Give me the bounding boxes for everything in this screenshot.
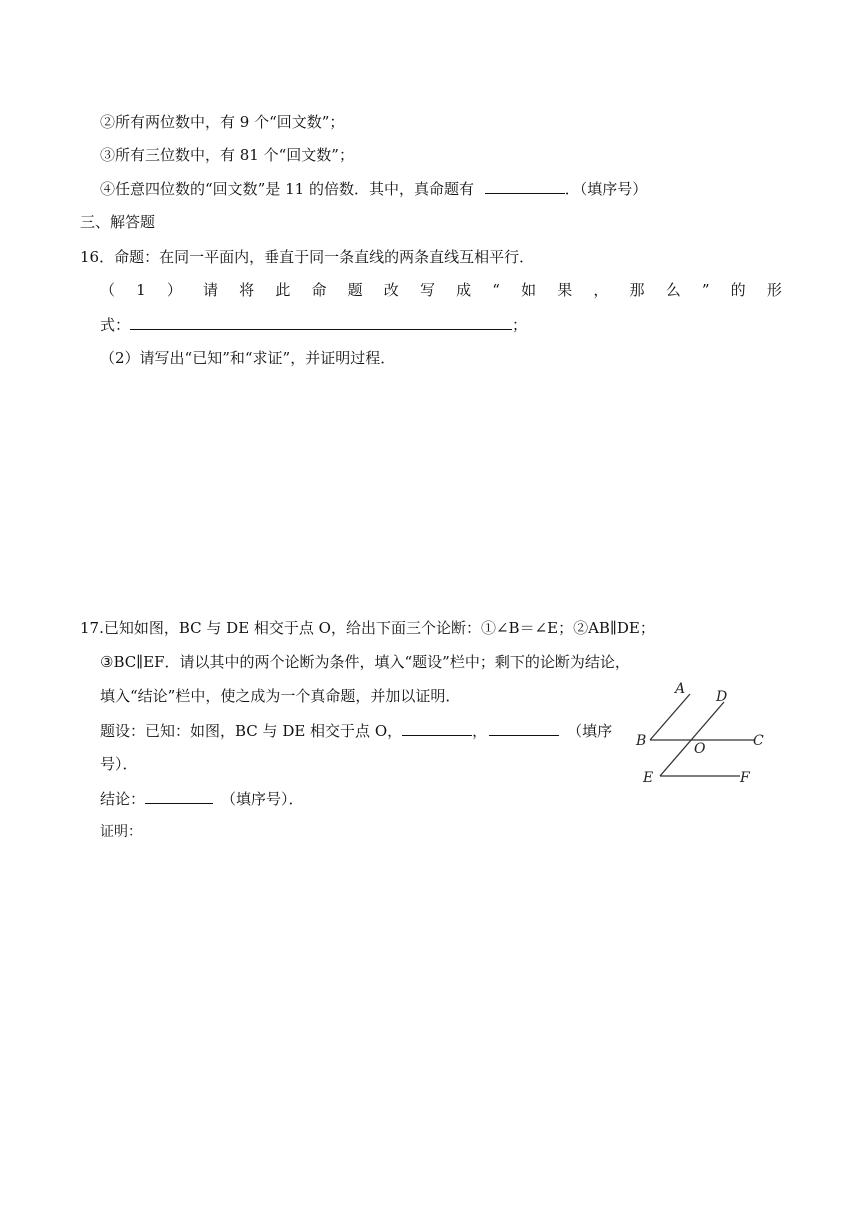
q17-premise-text: 题设：已知：如图，BC 与 DE 相交于点 O， bbox=[100, 722, 403, 740]
q15-item-3: ③所有三位数中，有 81 个“回文数”； bbox=[100, 146, 354, 164]
label-d: D bbox=[716, 689, 728, 705]
q17-premise-blank-2[interactable] bbox=[489, 720, 559, 736]
q16-part1-cont-label: 式： bbox=[100, 316, 131, 334]
q16-part1-char: 么 bbox=[665, 281, 681, 299]
q17-premise-blank-1[interactable] bbox=[402, 720, 472, 736]
label-f: F bbox=[740, 770, 750, 786]
q17-stem-line3: 填入“结论”栏中，使之成为一个真命题，并加以证明． bbox=[100, 687, 461, 705]
q16-stem: 16．命题：在同一平面内，垂直于同一条直线的两条直线互相平行． bbox=[80, 248, 535, 266]
q16-part1-char: ） bbox=[166, 281, 182, 299]
q16-part1-char: ， bbox=[593, 281, 609, 299]
q17-premise bbox=[100, 720, 612, 741]
q15-answer-blank[interactable] bbox=[485, 178, 565, 194]
q15-item-4-tail: ．（填序号） bbox=[564, 180, 648, 198]
q17-conclusion-tail: （填序号）． bbox=[221, 790, 304, 808]
geometry-figure bbox=[630, 678, 780, 790]
q16-part1-line bbox=[100, 280, 782, 300]
q16-part1-char: 将 bbox=[239, 281, 255, 299]
q16-part1-cont bbox=[100, 314, 527, 335]
section-heading: 三、解答题 bbox=[80, 213, 156, 231]
q16-part1-char: 形 bbox=[766, 281, 782, 299]
q16-part1-char: 那 bbox=[629, 281, 645, 299]
q16-part1-char: 的 bbox=[730, 281, 746, 299]
q16-part1-char: 命 bbox=[311, 281, 327, 299]
q16-part1-char: 此 bbox=[275, 281, 291, 299]
q16-part1-char: 题 bbox=[347, 281, 363, 299]
label-b: B bbox=[636, 733, 647, 749]
q16-part1-char: 请 bbox=[203, 281, 219, 299]
q16-part1-char: 果 bbox=[557, 281, 573, 299]
line-de bbox=[660, 702, 724, 776]
q16-part1-char: （ bbox=[100, 281, 116, 299]
q16-part1-char: 1 bbox=[136, 281, 146, 299]
q16-part1-char: “ bbox=[492, 281, 500, 299]
label-a: A bbox=[675, 681, 686, 697]
q17-stem-line2: ③BC∥EF．请以其中的两个论断为条件，填入“题设”栏中；剩下的论断为结论， bbox=[100, 653, 630, 671]
q16-part1-char: 如 bbox=[521, 281, 537, 299]
q15-item-4-text: ④任意四位数的“回文数”是 11 的倍数．其中，真命题有 bbox=[100, 180, 474, 198]
q16-part1-blank[interactable] bbox=[130, 314, 512, 330]
q16-part1-char: 写 bbox=[419, 281, 435, 299]
q16-part1-char: 改 bbox=[383, 281, 399, 299]
q17-conclusion-label: 结论： bbox=[100, 790, 146, 808]
q17-premise-tail-2: 号）． bbox=[100, 755, 138, 773]
q16-part1-char: 成 bbox=[456, 281, 472, 299]
q17-premise-tail: （填序 bbox=[567, 722, 613, 740]
label-e: E bbox=[643, 770, 654, 786]
line-ab bbox=[650, 694, 690, 740]
label-c: C bbox=[753, 733, 764, 749]
q17-conclusion-blank[interactable] bbox=[145, 788, 213, 804]
q16-part1-end: ； bbox=[512, 316, 528, 334]
q15-item-4 bbox=[100, 178, 647, 199]
q17-proof-label: 证明： bbox=[100, 824, 142, 840]
q16-part2: （2）请写出“已知”和“求证”，并证明过程． bbox=[100, 349, 396, 367]
q17-stem-line1: 17.已知如图，BC 与 DE 相交于点 O，给出下面三个论断：①∠B＝∠E；②AB∥DE； bbox=[80, 619, 655, 637]
q17-conclusion bbox=[100, 788, 304, 809]
q15-item-2: ②所有两位数中，有 9 个“回文数”； bbox=[100, 113, 345, 131]
label-o: O bbox=[694, 741, 706, 757]
q16-part1-char: ” bbox=[701, 281, 710, 299]
q17-premise-comma: ， bbox=[472, 722, 488, 740]
